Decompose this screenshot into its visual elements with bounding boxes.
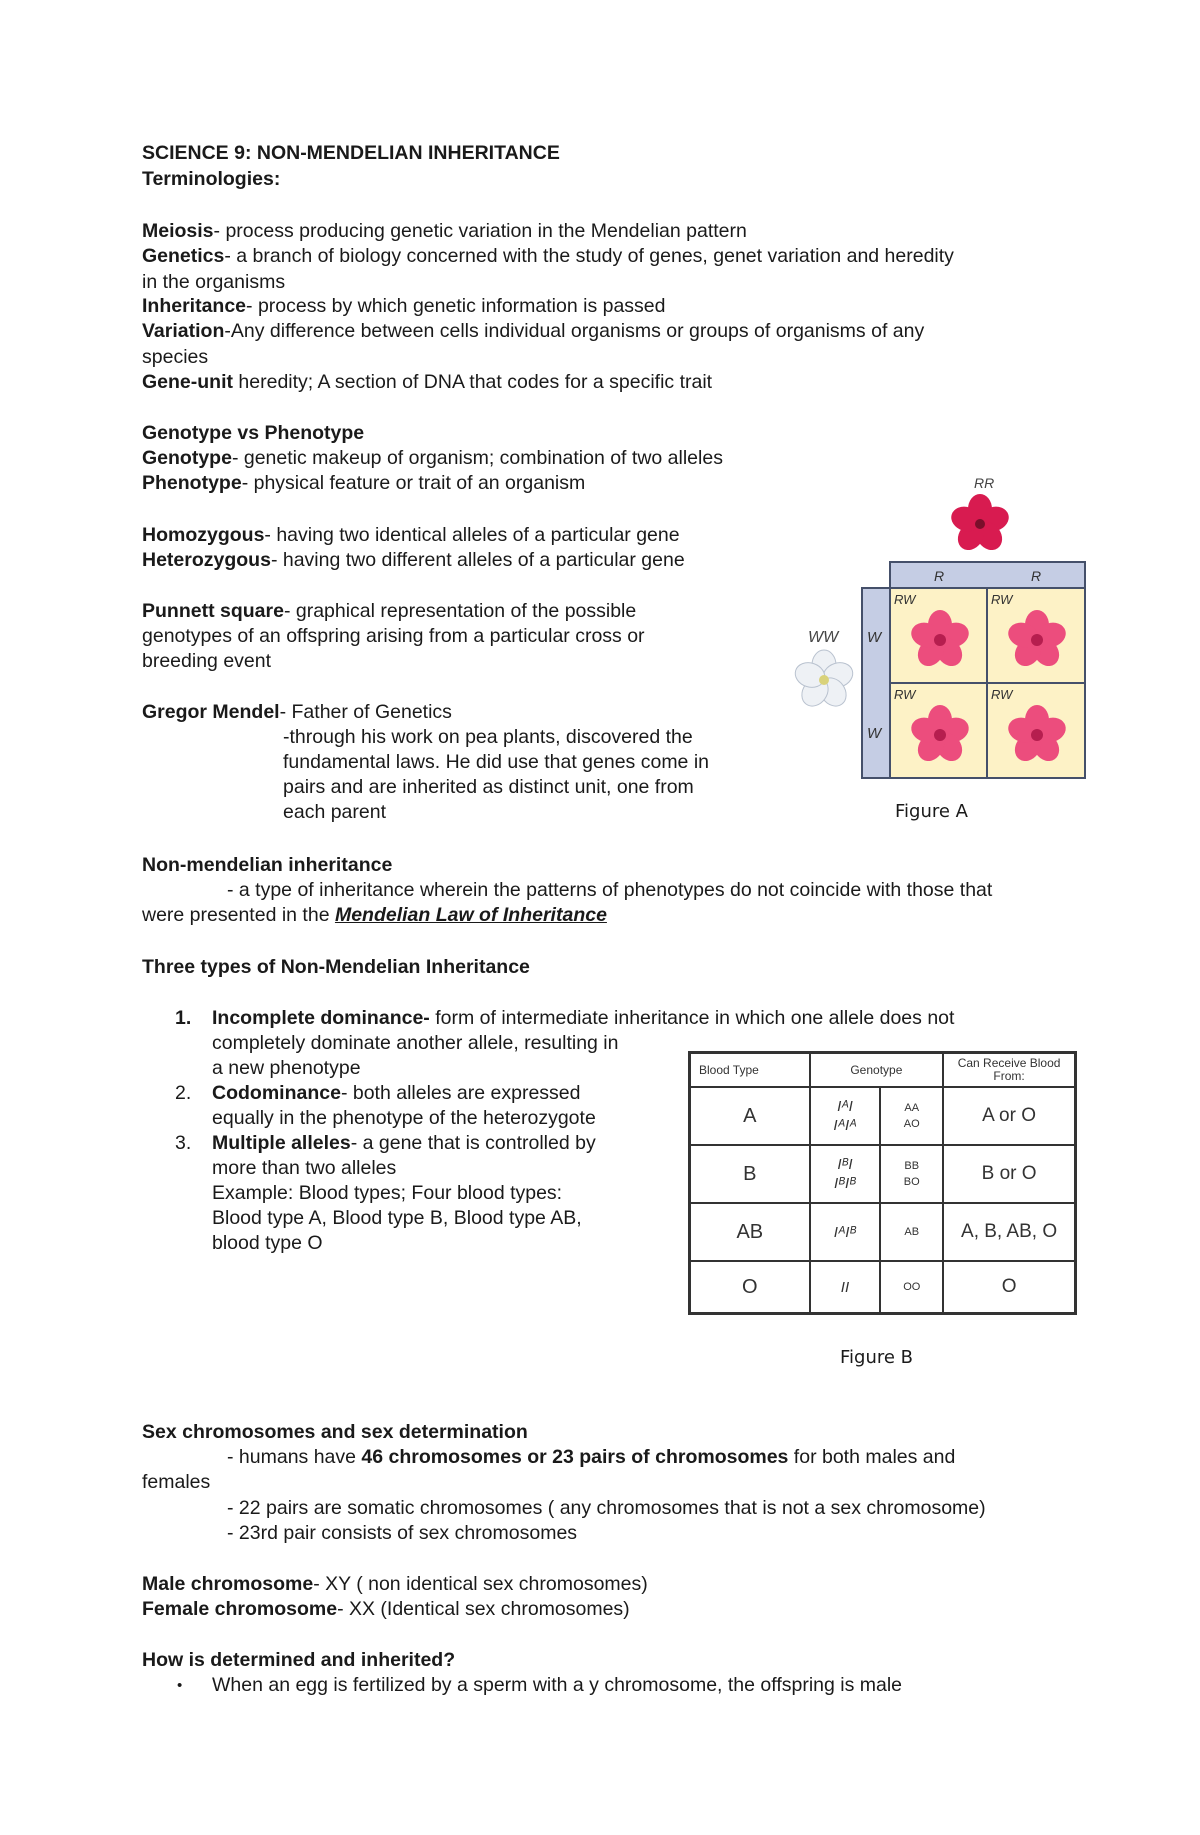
genotype-short: BO (903, 1176, 920, 1189)
term-genetics-def-cont: in the organisms (142, 271, 286, 293)
mendel-line-4: each parent (283, 801, 386, 823)
table-row (690, 1203, 1076, 1261)
genotype-short-cell: AB (880, 1203, 943, 1261)
term-variation-def-cont: species (142, 346, 209, 368)
how-determined-heading: How is determined and inherited? (142, 1649, 456, 1671)
male-chromosome (142, 1572, 648, 1597)
term-mendel-def: - Father of Genetics (279, 701, 452, 723)
term-meiosis-label: Meiosis (142, 220, 214, 242)
multiple-alleles-example-2: Blood type A, Blood type B, Blood type AB, (212, 1207, 582, 1229)
genotype-short-cell (880, 1087, 943, 1145)
sex-chromosomes-heading: Sex chromosomes and sex determination (142, 1421, 528, 1443)
sex-line-3: - 22 pairs are somatic chromosomes ( any chromosomes that is not a sex chromosome) (227, 1497, 986, 1519)
term-mendel-label: Gregor Mendel (142, 701, 280, 723)
white-flower-icon (792, 650, 856, 711)
term-phenotype-def: - physical feature or trait of an organism (241, 472, 586, 494)
cell-label-4: RW (991, 687, 1013, 702)
term-heterozygous-label: Heterozygous (142, 549, 271, 571)
punnett-header-col (862, 588, 890, 778)
term-meiosis-def: - process producing genetic variation in the Mendelian pattern (213, 220, 747, 242)
header-blood-type: Blood Type (690, 1053, 810, 1088)
term-meiosis (142, 219, 747, 244)
genotype-short-cell (880, 1145, 943, 1203)
term-genotype (142, 446, 723, 471)
female-chromosome-def: - XX (Identical sex chromosomes) (337, 1598, 630, 1620)
row-label-1: W (867, 629, 882, 646)
cell-label-3: RW (894, 687, 916, 702)
genotype-cell: II (810, 1261, 881, 1313)
genotype-symbol: IᴬI (837, 1098, 853, 1116)
codominance-label: Codominance (212, 1082, 341, 1104)
list-number-2: 2. (175, 1082, 192, 1104)
table-row (690, 1087, 1076, 1145)
female-chromosome (142, 1597, 630, 1622)
term-inheritance-def: - process by which genetic information is passed (246, 295, 666, 317)
genotype-symbol: IᴬIᴬ (833, 1117, 857, 1135)
mendel-line-1: -through his work on pea plants, discovered the (283, 726, 693, 748)
sex-line-4: - 23rd pair consists of sex chromosomes (227, 1522, 578, 1544)
genotype-short-cell: OO (880, 1261, 943, 1313)
col-label-1: R (934, 568, 945, 584)
list-number-1: 1. (175, 1007, 192, 1029)
row-label-2: W (867, 725, 882, 742)
list-item-multiple-alleles (212, 1131, 596, 1156)
cell-label-1: RW (894, 592, 916, 607)
female-chromosome-label: Female chromosome (142, 1598, 338, 1620)
multiple-alleles-def: - a gene that is controlled by (350, 1132, 596, 1154)
figure-a-punnett-square (790, 470, 1100, 790)
non-mendelian-def-2-prefix: were presented in the (142, 904, 335, 926)
bullet-icon: • (177, 1677, 183, 1694)
incomplete-dominance-def-cont1: completely dominate another allele, resulting in (212, 1032, 619, 1054)
blood-type-table (688, 1051, 1077, 1315)
incomplete-dominance-label: Incomplete dominance- (212, 1007, 430, 1029)
male-chromosome-label: Male chromosome (142, 1573, 314, 1595)
col-label-2: R (1031, 568, 1042, 584)
list-number-3: 3. (175, 1132, 192, 1154)
term-gene-label: Gene-unit (142, 371, 233, 393)
term-genetics-label: Genetics (142, 245, 225, 267)
genotype-symbol: IᴮI (837, 1156, 853, 1174)
genotype-short: AA (904, 1102, 920, 1115)
punnett-header-row (890, 562, 1085, 588)
male-chromosome-def: - XY ( non identical sex chromosomes) (313, 1573, 648, 1595)
blood-type-cell: A (690, 1087, 810, 1145)
page-title: SCIENCE 9: NON-MENDELIAN INHERITANCE (142, 142, 560, 164)
term-variation-label: Variation (142, 320, 225, 342)
genotype-cell (810, 1087, 881, 1145)
sex-line-2: females (142, 1471, 211, 1493)
header-can-receive: Can Receive Blood From: (943, 1053, 1075, 1088)
codominance-def-cont: equally in the phenotype of the heterozygote (212, 1107, 596, 1129)
figure-a-caption: Figure A (895, 801, 968, 822)
blood-type-cell: O (690, 1261, 810, 1313)
blood-type-cell: B (690, 1145, 810, 1203)
non-mendelian-heading: Non-mendelian inheritance (142, 854, 393, 876)
multiple-alleles-label: Multiple alleles (212, 1132, 351, 1154)
list-item-incomplete-dominance (212, 1006, 954, 1031)
term-homozygous-def: - having two identical alleles of a particular gene (264, 524, 680, 546)
genotype-cell: IᴬIᴮ (810, 1203, 881, 1261)
sex-line-1-suffix: for both males and (788, 1446, 956, 1468)
incomplete-dominance-def: form of intermediate inheritance in which one allele does not (429, 1007, 955, 1029)
term-phenotype-label: Phenotype (142, 472, 242, 494)
multiple-alleles-example-3: blood type O (212, 1232, 323, 1254)
red-flower-icon (948, 494, 1012, 555)
table-row (690, 1145, 1076, 1203)
term-mendel (142, 700, 452, 725)
mendel-line-2: fundamental laws. He did use that genes come in (283, 751, 710, 773)
non-mendelian-def-2 (142, 903, 607, 928)
list-item-codominance (212, 1081, 581, 1106)
term-heterozygous-def: - having two different alleles of a particular gene (270, 549, 685, 571)
parent-ww-label: WW (808, 629, 839, 646)
genotype-symbol: IᴮIᴮ (833, 1175, 856, 1193)
incomplete-dominance-def-cont2: a new phenotype (212, 1057, 361, 1079)
term-punnett-def: - graphical representation of the possible (283, 600, 637, 622)
receive-cell: A, B, AB, O (943, 1203, 1075, 1261)
term-homozygous (142, 523, 680, 548)
figure-b-caption: Figure B (840, 1347, 914, 1368)
term-gene (142, 370, 712, 395)
parent-rr-label: RR (974, 475, 995, 491)
multiple-alleles-def-cont: more than two alleles (212, 1157, 397, 1179)
term-genotype-label: Genotype (142, 447, 232, 469)
term-inheritance (142, 294, 666, 319)
receive-cell: B or O (943, 1145, 1075, 1203)
types-heading: Three types of Non-Mendelian Inheritance (142, 956, 530, 978)
term-punnett (142, 599, 636, 624)
mendelian-law-link: Mendelian Law of Inheritance (334, 904, 607, 926)
term-homozygous-label: Homozygous (142, 524, 265, 546)
term-inheritance-label: Inheritance (142, 295, 247, 317)
sex-line-1-prefix: - humans have (227, 1446, 362, 1468)
term-variation (142, 319, 924, 344)
page-subtitle: Terminologies: (142, 168, 281, 190)
bullet-text: When an egg is fertilized by a sperm with a y chromosome, the offspring is male (212, 1674, 903, 1696)
term-genotype-def: - genetic makeup of organism; combination of two alleles (231, 447, 723, 469)
term-punnett-label: Punnett square (142, 600, 284, 622)
genotype-short: BB (904, 1160, 920, 1173)
term-genetics-def: - a branch of biology concerned with the study of genes, genet variation and heredity (224, 245, 954, 267)
sex-line-1 (227, 1445, 955, 1470)
term-genetics (142, 244, 954, 269)
genotype-short: AO (903, 1118, 920, 1131)
table-row (690, 1261, 1076, 1313)
term-gene-def: heredity; A section of DNA that codes for a specific trait (233, 371, 713, 393)
term-variation-def: -Any difference between cells individual organisms or groups of organisms of any (224, 320, 925, 342)
non-mendelian-def-1: - a type of inheritance wherein the patterns of phenotypes do not coincide with those that (227, 879, 993, 901)
sex-line-1-bold: 46 chromosomes or 23 pairs of chromosomes (361, 1446, 789, 1468)
term-punnett-def-cont1: genotypes of an offspring arising from a particular cross or (142, 625, 645, 647)
genotype-cell (810, 1145, 881, 1203)
term-phenotype (142, 471, 585, 496)
blood-type-cell: AB (690, 1203, 810, 1261)
receive-cell: A or O (943, 1087, 1075, 1145)
cell-label-2: RW (991, 592, 1013, 607)
codominance-def: - both alleles are expressed (340, 1082, 581, 1104)
genotype-heading: Genotype vs Phenotype (142, 422, 365, 444)
term-heterozygous (142, 548, 685, 573)
mendel-line-3: pairs and are inherited as distinct unit, one from (283, 776, 694, 798)
multiple-alleles-example-1: Example: Blood types; Four blood types: (212, 1182, 563, 1204)
receive-cell: O (943, 1261, 1075, 1313)
header-genotype: Genotype (810, 1053, 944, 1088)
term-punnett-def-cont2: breeding event (142, 650, 272, 672)
table-header-row (690, 1053, 1076, 1088)
